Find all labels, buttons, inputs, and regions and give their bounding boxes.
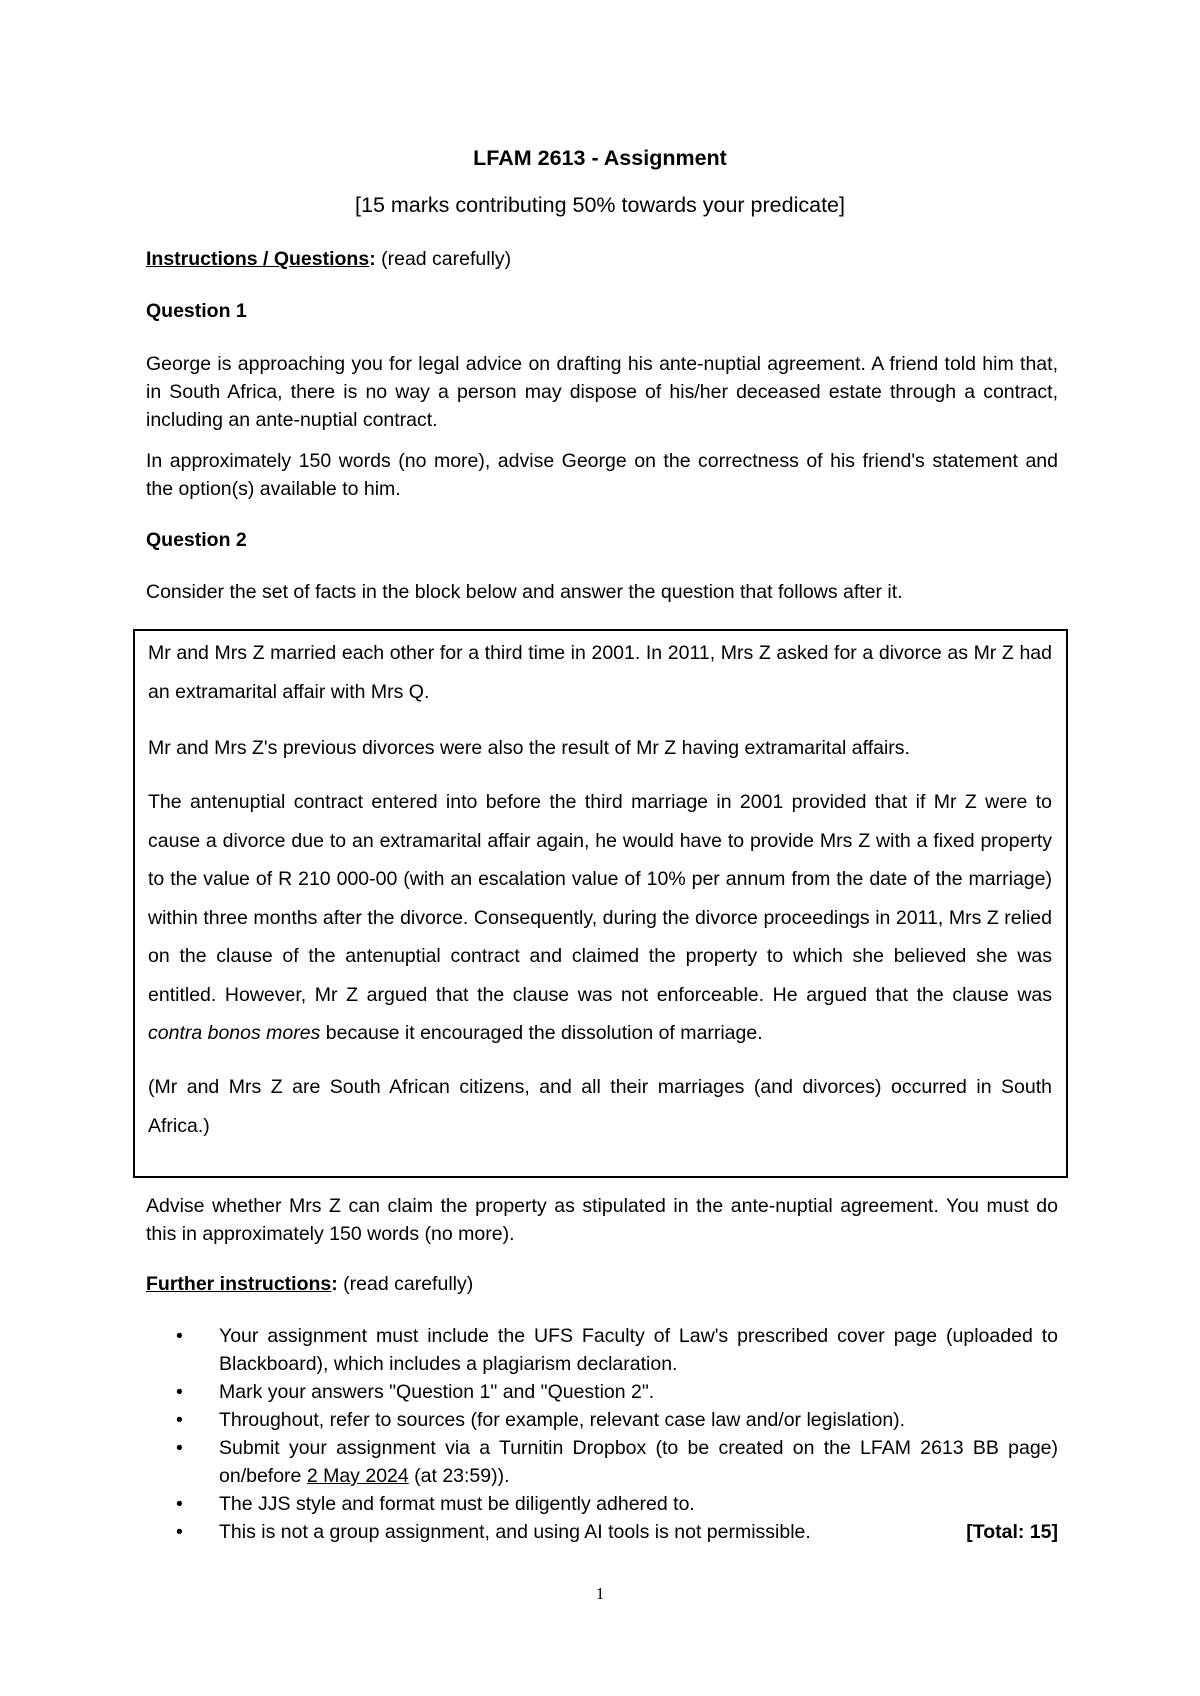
list-item-text: The JJS style and format must be diligently adhered to. bbox=[219, 1493, 695, 1515]
list-item-text-end: (at 23:59)). bbox=[408, 1465, 510, 1487]
list-item-text: Submit your assignment via a Turnitin Dropbox (to be created on the LFAM 2613 BB page) on/before bbox=[219, 1437, 1058, 1487]
document-subtitle: [15 marks contributing 50% towards your predicate] bbox=[355, 193, 845, 217]
list-item bbox=[146, 1406, 1058, 1434]
further-instructions-label: Further instructions bbox=[146, 1273, 332, 1295]
list-item-text: This is not a group assignment, and using AI tools is not permissible. bbox=[219, 1521, 811, 1543]
instructions-label: Instructions / Questions bbox=[146, 248, 370, 270]
page-number: 1 bbox=[595, 1584, 605, 1603]
question-2-task: Advise whether Mrs Z can claim the property as stipulated in the ante-nuptial agreement. You must do this in approximately 150 words (no more). bbox=[146, 1195, 1058, 1245]
bullet-icon: • bbox=[176, 1381, 183, 1403]
further-instructions-colon: : bbox=[331, 1273, 338, 1295]
list-item bbox=[146, 1322, 1058, 1378]
list-item-text: Mark your answers "Question 1" and "Question 2". bbox=[219, 1381, 655, 1403]
instructions-colon: : bbox=[369, 248, 376, 270]
latin-phrase: contra bonos mores bbox=[148, 1022, 321, 1044]
list-item-text: Throughout, refer to sources (for example, relevant case law and/or legislation). bbox=[219, 1409, 906, 1431]
document-title: LFAM 2613 - Assignment bbox=[473, 146, 727, 170]
further-instructions-note: (read carefully) bbox=[337, 1273, 474, 1295]
list-item bbox=[146, 1378, 1058, 1406]
question-1-heading: Question 1 bbox=[146, 300, 247, 322]
question-2-intro: Consider the set of facts in the block below and answer the question that follows after it. bbox=[146, 581, 903, 603]
bullet-icon: • bbox=[176, 1437, 183, 1459]
list-item bbox=[146, 1434, 1058, 1490]
list-item-text: Your assignment must include the UFS Faculty of Law's prescribed cover page (uploaded to Blackboard), which includes a plagiarism declaration. bbox=[219, 1325, 1058, 1375]
facts-paragraph-3-end: because it encouraged the dissolution of marriage. bbox=[320, 1022, 763, 1044]
question-1-paragraph-2: In approximately 150 words (no more), advise George on the correctness of his friend's statement and the option(s) available to him. bbox=[146, 450, 1058, 500]
facts-paragraph-1: Mr and Mrs Z married each other for a third time in 2001. In 2011, Mrs Z asked for a divorce as Mr Z had an extramarital affair with Mrs Q. bbox=[148, 642, 1052, 703]
question-1-paragraph-1: George is approaching you for legal advice on drafting his ante-nuptial agreement. A friend told him that, in South Africa, there is no way a person may dispose of his/her deceased estate through a contract, including an ante-nuptial contract. bbox=[146, 353, 1058, 431]
list-item bbox=[146, 1490, 1058, 1518]
question-2-heading: Question 2 bbox=[146, 529, 247, 551]
deadline-date: 2 May 2024 bbox=[306, 1465, 409, 1487]
instructions-note: (read carefully) bbox=[375, 248, 512, 270]
further-instructions-heading bbox=[146, 1271, 473, 1298]
bullet-icon: • bbox=[176, 1493, 183, 1515]
facts-paragraph-2: Mr and Mrs Z's previous divorces were also the result of Mr Z having extramarital affairs. bbox=[148, 737, 910, 759]
last-item-row bbox=[219, 1518, 1058, 1546]
facts-paragraph-3-text: The antenuptial contract entered into before the third marriage in 2001 provided that if Mr Z were to cause a divorce due to an extramarital affair again, he would have to provide Mrs Z with a fixed property to the value of R 210 000-00 (with an escalation value of 10% per annum from the date of the marriage) within three months after the divorce. Consequently, during the divorce proceedings in 2011, Mrs Z relied on the clause of the antenuptial contract and claimed the property to which she believed she was entitled. However, Mr Z argued that the clause was not enforceable. He argued that the clause was bbox=[148, 791, 1052, 1006]
instructions-heading bbox=[146, 246, 511, 273]
bullet-icon: • bbox=[176, 1409, 183, 1431]
bullet-icon: • bbox=[176, 1521, 183, 1543]
facts-box bbox=[133, 629, 1068, 1178]
list-item bbox=[146, 1518, 1058, 1546]
facts-paragraph-4: (Mr and Mrs Z are South African citizens, and all their marriages (and divorces) occurred in South Africa.) bbox=[148, 1076, 1052, 1137]
bullet-icon: • bbox=[176, 1325, 183, 1347]
total-marks: [Total: 15] bbox=[966, 1521, 1058, 1543]
further-instructions-list bbox=[146, 1322, 1058, 1546]
facts-paragraph-3 bbox=[148, 783, 1052, 1053]
